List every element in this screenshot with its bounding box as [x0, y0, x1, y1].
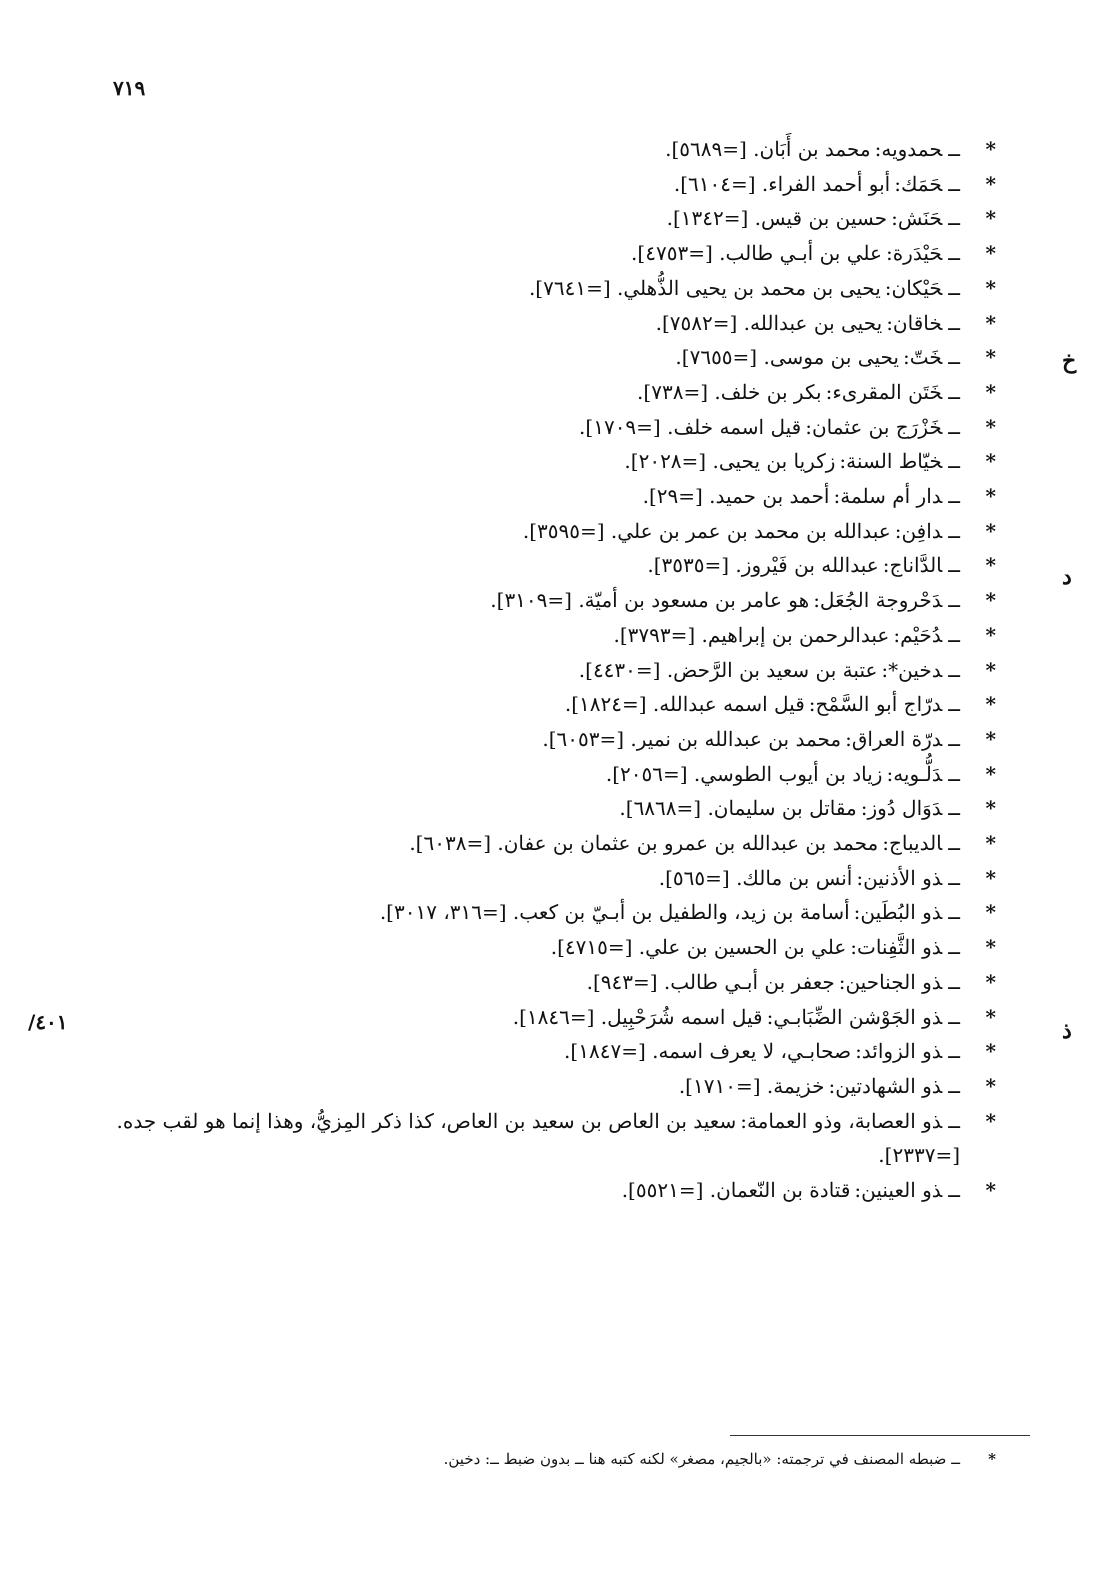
entry-headword: دُحَيْم: — [893, 622, 943, 647]
entry-text: جعفر بن أبـي طالب. [=٩٤٣]. — [586, 969, 835, 994]
list-item — [76, 583, 996, 618]
list-item — [76, 895, 996, 930]
list-item — [76, 410, 996, 445]
entry-headword: دَحْروجة الجُعَل: — [813, 588, 943, 613]
footnote-star: * — [988, 1450, 996, 1468]
section-letter-dhal: ذ — [1062, 1018, 1072, 1044]
list-item — [76, 1069, 996, 1104]
entry-headword: ذو العينين: — [854, 1178, 943, 1203]
entry-text: عتبة بن سعيد بن الرَّحض. [=٤٤٣٠]. — [578, 657, 878, 682]
entry-dash: ــ — [948, 692, 960, 717]
entry-text: محمد بن عبدالله بن عمرو بن عثمان بن عفان. [=٦٠٣٨]. — [409, 831, 879, 856]
entry-star: * — [985, 588, 996, 613]
entry-star: * — [985, 241, 996, 266]
list-item — [76, 1000, 996, 1035]
entry-dash: ــ — [948, 761, 960, 786]
entry-list — [76, 132, 996, 1208]
entry-headword: حَنَش: — [891, 206, 943, 231]
entry-dash: ــ — [948, 345, 960, 370]
list-item — [76, 340, 996, 375]
entry-headword: خَزْرَج بن عثمان: — [805, 414, 943, 439]
list-item — [76, 514, 996, 549]
entry-dash: ــ — [948, 1108, 960, 1133]
list-item — [76, 479, 996, 514]
entry-dash: ــ — [948, 969, 960, 994]
entry-headword: دَلُّـويه: — [886, 761, 943, 786]
entry-dash: ــ — [948, 831, 960, 856]
entry-headword: درّاج أبو السَّمْح: — [808, 692, 943, 717]
entry-star: * — [985, 622, 996, 647]
section-letter-dal: د — [1062, 564, 1072, 590]
entry-headword: خَتّ: — [902, 345, 943, 370]
entry-headword: ذو الأذنين: — [856, 865, 943, 890]
footnote-text: ضبطه المصنف في ترجمته: «بالجيم، مصغر» لكنه كتبه هنا ــ بدون ضبط ــ: دخين. — [443, 1450, 947, 1468]
entry-headword: دَوَال دُوز: — [860, 796, 943, 821]
list-item — [76, 306, 996, 341]
entry-dash: ــ — [948, 1004, 960, 1029]
entry-headword: دار أم سلمة: — [833, 484, 943, 509]
entry-star: * — [985, 865, 996, 890]
entry-star: * — [985, 449, 996, 474]
entry-star: * — [985, 275, 996, 300]
entry-dash: ــ — [948, 518, 960, 543]
entry-star: * — [985, 969, 996, 994]
footnote — [60, 1450, 996, 1468]
list-item — [76, 965, 996, 1000]
entry-text: أسامة بن زيد، والطفيل بن أبـيّ بن كعب. [=٣١٦، ٣٠١٧]. — [379, 900, 850, 925]
entry-dash: ــ — [948, 171, 960, 196]
entry-dash: ــ — [948, 935, 960, 960]
entry-dash: ــ — [948, 1073, 960, 1098]
entry-headword: ذو الجَوْشن الضِّبَابـي: — [766, 1004, 943, 1029]
entry-dash: ــ — [948, 588, 960, 613]
entry-headword: حَيْكان: — [884, 275, 943, 300]
entry-text: مقاتل بن سليمان. [=٦٨٦٨]. — [619, 796, 857, 821]
entry-text: خزيمة. [=١٧١٠]. — [678, 1073, 825, 1098]
entry-star: * — [985, 414, 996, 439]
entry-text: يحيى بن عبدالله. [=٧٥٨٢]. — [655, 310, 883, 335]
entry-dash: ــ — [948, 241, 960, 266]
entry-headword: خاقان: — [886, 310, 943, 335]
entry-star: * — [985, 657, 996, 682]
list-item — [76, 201, 996, 236]
entry-star: * — [985, 553, 996, 578]
list-item — [76, 271, 996, 306]
entry-star: * — [985, 206, 996, 231]
entry-star: * — [985, 484, 996, 509]
entry-dash: ــ — [948, 900, 960, 925]
list-item — [76, 653, 996, 688]
entry-text: أبو أحمد الفراء. [=٦١٠٤]. — [673, 171, 891, 196]
entry-text: محمد بن أَبَان. [=٥٦٨٩]. — [665, 137, 871, 161]
entry-text: قيل اسمه عبدالله. [=١٨٢٤]. — [564, 692, 805, 717]
entry-text: زكريا بن يحيى. [=٢٠٢٨]. — [624, 449, 836, 474]
entry-text: يحيى بن موسى. [=٧٦٥٥]. — [675, 345, 899, 370]
list-item — [76, 757, 996, 792]
entry-star: * — [985, 761, 996, 786]
entry-headword: الدَّاناج: — [882, 553, 943, 578]
entry-dash: ــ — [948, 206, 960, 231]
entry-star: * — [985, 137, 996, 161]
list-item — [76, 167, 996, 202]
entry-text: هو عامر بن مسعود بن أميّة. [=٣١٠٩]. — [490, 588, 810, 613]
entry-star: * — [985, 1108, 996, 1133]
entry-text: عبدالله بن محمد بن عمر بن علي. [=٣٥٩٥]. — [522, 518, 891, 543]
entry-star: * — [985, 935, 996, 960]
entry-text: محمد بن عبدالله بن نمير. [=٦٠٥٣]. — [542, 726, 842, 751]
entry-text: عبدالله بن فَيْروز. [=٣٥٣٥]. — [647, 553, 879, 578]
entry-text: قيل اسمه شُرَحْبِيل. [=١٨٤٦]. — [512, 1004, 763, 1029]
entry-star: * — [985, 1178, 996, 1203]
entry-headword: الديباج: — [882, 831, 943, 856]
list-item — [76, 375, 996, 410]
entry-star: * — [985, 345, 996, 370]
entry-dash: ــ — [948, 275, 960, 300]
section-letter-kha: خ — [1062, 348, 1077, 374]
entry-star: * — [985, 900, 996, 925]
list-item — [76, 930, 996, 965]
entry-dash: ــ — [948, 1178, 960, 1203]
entry-text: قيل اسمه خلف. [=١٧٠٩]. — [579, 414, 802, 439]
entry-headword: حمدويه: — [874, 137, 943, 161]
entry-dash: ــ — [948, 414, 960, 439]
entry-star: * — [985, 692, 996, 717]
entry-text: أنس بن مالك. [=٥٦٥]. — [658, 865, 853, 890]
entry-star: * — [985, 1073, 996, 1098]
entry-dash: ــ — [948, 310, 960, 335]
entry-text: سعيد بن العاص بن سعيد بن العاص، كذا ذكر المِزيُّ، وهذا إنما هو لقب جده. [=٢٣٣٧]. — [116, 1108, 960, 1168]
entry-star: * — [985, 518, 996, 543]
list-item — [76, 687, 996, 722]
entry-text: علي بن الحسين بن علي. [=٤٧١٥]. — [550, 935, 847, 960]
entry-headword: دافِن: — [894, 518, 943, 543]
entry-dash: ــ — [948, 484, 960, 509]
entry-headword: درّة العراق: — [845, 726, 943, 751]
entry-headword: خَتَن المقرىء: — [825, 379, 943, 404]
entry-dash: ــ — [948, 865, 960, 890]
entry-headword: ذو الجناحين: — [838, 969, 943, 994]
entry-dash: ــ — [948, 449, 960, 474]
entry-star: * — [985, 796, 996, 821]
entry-star: * — [985, 1004, 996, 1029]
entry-star: * — [985, 171, 996, 196]
entry-text: أحمد بن حميد. [=٢٩]. — [642, 484, 830, 509]
entry-text: قتادة بن النّعمان. [=٥٥٢١]. — [621, 1178, 851, 1203]
list-item — [76, 1034, 996, 1069]
entry-headword: حَمَك: — [894, 171, 943, 196]
entry-dash: ــ — [948, 137, 960, 161]
list-item — [76, 548, 996, 583]
entry-headword: ذو الثَّفِنات: — [850, 935, 943, 960]
entry-text: زياد بن أيوب الطوسي. [=٢٠٥٦]. — [605, 761, 883, 786]
entry-text: يحيى بن محمد بن يحيى الذُّهلي. [=٧٦٤١]. — [528, 275, 881, 300]
entry-headword: خيّاط السنة: — [839, 449, 943, 474]
entry-text: عبدالرحمن بن إبراهيم. [=٣٧٩٣]. — [613, 622, 890, 647]
entry-dash: ــ — [948, 553, 960, 578]
entry-headword: ذو العصابة، وذو العمامة: — [740, 1108, 943, 1133]
entry-headword: ذو البُطَين: — [853, 900, 943, 925]
entry-dash: ــ — [948, 1039, 960, 1064]
entry-star: * — [985, 831, 996, 856]
list-item — [76, 444, 996, 479]
entry-headword: دخين*: — [881, 657, 943, 682]
entry-star: * — [985, 726, 996, 751]
entry-text: حسين بن قيس. [=١٣٤٢]. — [666, 206, 888, 231]
list-item — [76, 618, 996, 653]
entry-headword: ذو الشهادتين: — [828, 1073, 943, 1098]
entry-dash: ــ — [948, 379, 960, 404]
entry-star: * — [985, 1039, 996, 1064]
entry-star: * — [985, 379, 996, 404]
list-item — [76, 132, 996, 167]
page-number: ٧١٩ — [113, 76, 146, 100]
list-item — [76, 236, 996, 271]
margin-reference: /٤٠١ — [28, 1010, 68, 1034]
footnote-divider — [730, 1435, 1030, 1436]
entry-text: علي بن أبـي طالب. [=٤٧٥٣]. — [631, 241, 882, 266]
list-item — [76, 791, 996, 826]
list-item — [76, 1104, 996, 1173]
entry-headword: حَيْدَرة: — [885, 241, 943, 266]
entry-dash: ــ — [948, 622, 960, 647]
entry-dash: ــ — [948, 796, 960, 821]
entry-star: * — [985, 310, 996, 335]
list-item — [76, 1173, 996, 1208]
entry-headword: ذو الزوائد: — [855, 1039, 943, 1064]
list-item — [76, 722, 996, 757]
entry-text: صحابـي، لا يعرف اسمه. [=١٨٤٧]. — [564, 1039, 852, 1064]
footnote-dash: ــ — [951, 1450, 960, 1468]
entry-dash: ــ — [948, 726, 960, 751]
entry-dash: ــ — [948, 657, 960, 682]
list-item — [76, 861, 996, 896]
entry-text: بكر بن خلف. [=٧٣٨]. — [637, 379, 822, 404]
list-item — [76, 826, 996, 861]
